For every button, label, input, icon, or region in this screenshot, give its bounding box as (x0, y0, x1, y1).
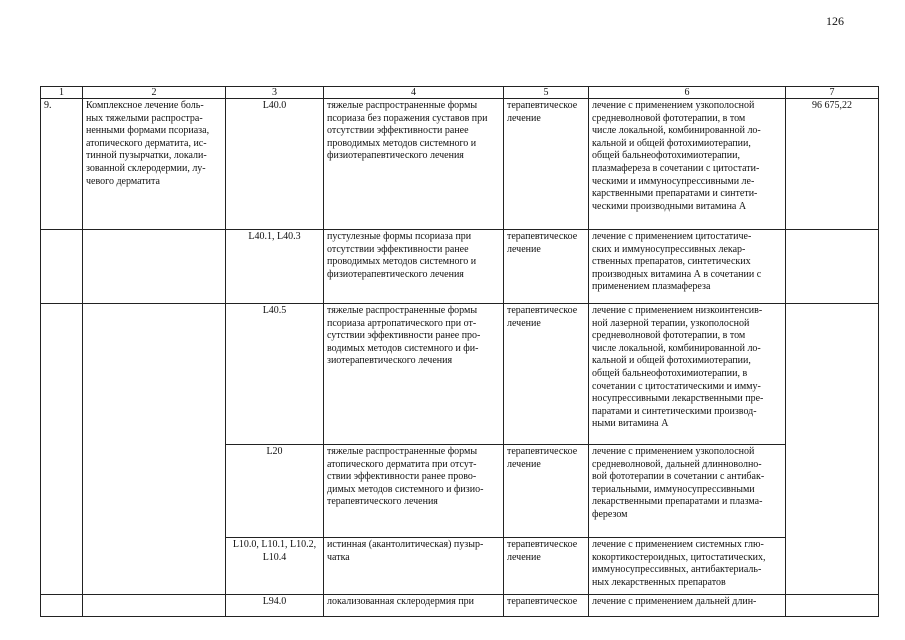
header-col-7: 7 (786, 87, 879, 99)
treatment-method: лечение с применением узкополосной средневолновой, дальней длинноволно- вой фототерапии в сочетании с антибак- териальными, иммуносупрессивными лекарственными препаратами и плазма- ферезом (589, 445, 786, 538)
diagnosis-codes: L40.1, L40.3 (226, 230, 324, 304)
diagnosis-codes: L94.0 (226, 595, 324, 617)
table-row (41, 230, 879, 304)
group-number: 9. (41, 99, 83, 230)
empty-price-cell (786, 230, 879, 304)
empty-name-cell (83, 595, 226, 617)
patient-model: тяжелые распространенные формы атопического дерматита при отсут- ствии эффективности ранее прово- димых методов системного и физио- терапевтического лечения (324, 445, 504, 538)
patient-model: локализованная склеродермия при (324, 595, 504, 617)
table-row (41, 304, 879, 445)
patient-model: тяжелые распространенные формы псориаза артропатического при от- сутствии эффективности ранее про- водимых методов системного и фи- зиотерапевтического лечения (324, 304, 504, 445)
header-col-1: 1 (41, 87, 83, 99)
tariff-table (40, 86, 879, 617)
empty-price-cell (786, 595, 879, 617)
page-number: 126 (826, 14, 844, 28)
table-header (41, 87, 879, 99)
treatment-type: терапевтическое лечение (504, 99, 589, 230)
treatment-type: терапевтическое лечение (504, 230, 589, 304)
treatment-type: терапевтическое лечение (504, 445, 589, 538)
treatment-type: терапевтическое лечение (504, 304, 589, 445)
header-col-5: 5 (504, 87, 589, 99)
empty-number-cell (41, 304, 83, 595)
treatment-type: терапевтическое (504, 595, 589, 617)
treatment-method: лечение с применением дальней длин- (589, 595, 786, 617)
treatment-method: лечение с применением низкоинтенсив- ной лазерной терапии, узкополосной средневолновой фототерапии, в том числе локальной, комбинированной ло- кальной и общей фотохимиотерапии, общей бальнеофотохимиотерапии, в сочетании с цитостатическими и имму- носупрессивными лекарственными пре- паратами и синтетическими производ- ными витамина А (589, 304, 786, 445)
patient-model: пустулезные формы псориаза при отсутствии эффективности ранее проводимых методов системного и физиотерапевтического лечения (324, 230, 504, 304)
diagnosis-codes: L10.0, L10.1, L10.2, L10.4 (226, 538, 324, 595)
diagnosis-codes: L40.5 (226, 304, 324, 445)
treatment-method: лечение с применением узкополосной средневолновой фототерапии, в том числе локальной, комбинированной ло- кальной и общей фотохимиотерапии, общей бальнеофотохимиотерапии, плазмафереза в сочетании с цитостати- ческими и иммуносупрессивными ле- карственными препаратами и синтети- ческими производными витамина А (589, 99, 786, 230)
empty-number-cell (41, 230, 83, 304)
header-col-4: 4 (324, 87, 504, 99)
table-row (41, 595, 879, 617)
diagnosis-codes: L40.0 (226, 99, 324, 230)
patient-model: истинная (акантолитическая) пузыр- чатка (324, 538, 504, 595)
patient-model: тяжелые распространенные формы псориаза без поражения суставов при отсутствии эффективности ранее проводимых методов системного и физиотерапевтического лечения (324, 99, 504, 230)
empty-name-cell (83, 304, 226, 595)
header-col-3: 3 (226, 87, 324, 99)
group-price: 96 675,22 (786, 99, 879, 230)
treatment-type: терапевтическое лечение (504, 538, 589, 595)
treatment-method: лечение с применением системных глю- кокортикостероидных, цитостатических, иммуносупрессивных, антибактериаль- ных лекарственных препаратов (589, 538, 786, 595)
table-row (41, 99, 879, 230)
empty-price-cell (786, 304, 879, 595)
diagnosis-codes: L20 (226, 445, 324, 538)
header-col-2: 2 (83, 87, 226, 99)
empty-name-cell (83, 230, 226, 304)
header-col-6: 6 (589, 87, 786, 99)
group-name: Комплексное лечение боль- ных тяжелыми распростра- ненными формами псориаза, атопического дерматита, ис- тинной пузырчатки, локали- зованной склеродермии, лу- чевого дерматита (83, 99, 226, 230)
treatment-method: лечение с применением цитостатиче- ских и иммуносупрессивных лекар- ственных препаратов, синтетических производных витамина А в сочетании с применением плазмафереза (589, 230, 786, 304)
empty-number-cell (41, 595, 83, 617)
table-body (41, 99, 879, 617)
